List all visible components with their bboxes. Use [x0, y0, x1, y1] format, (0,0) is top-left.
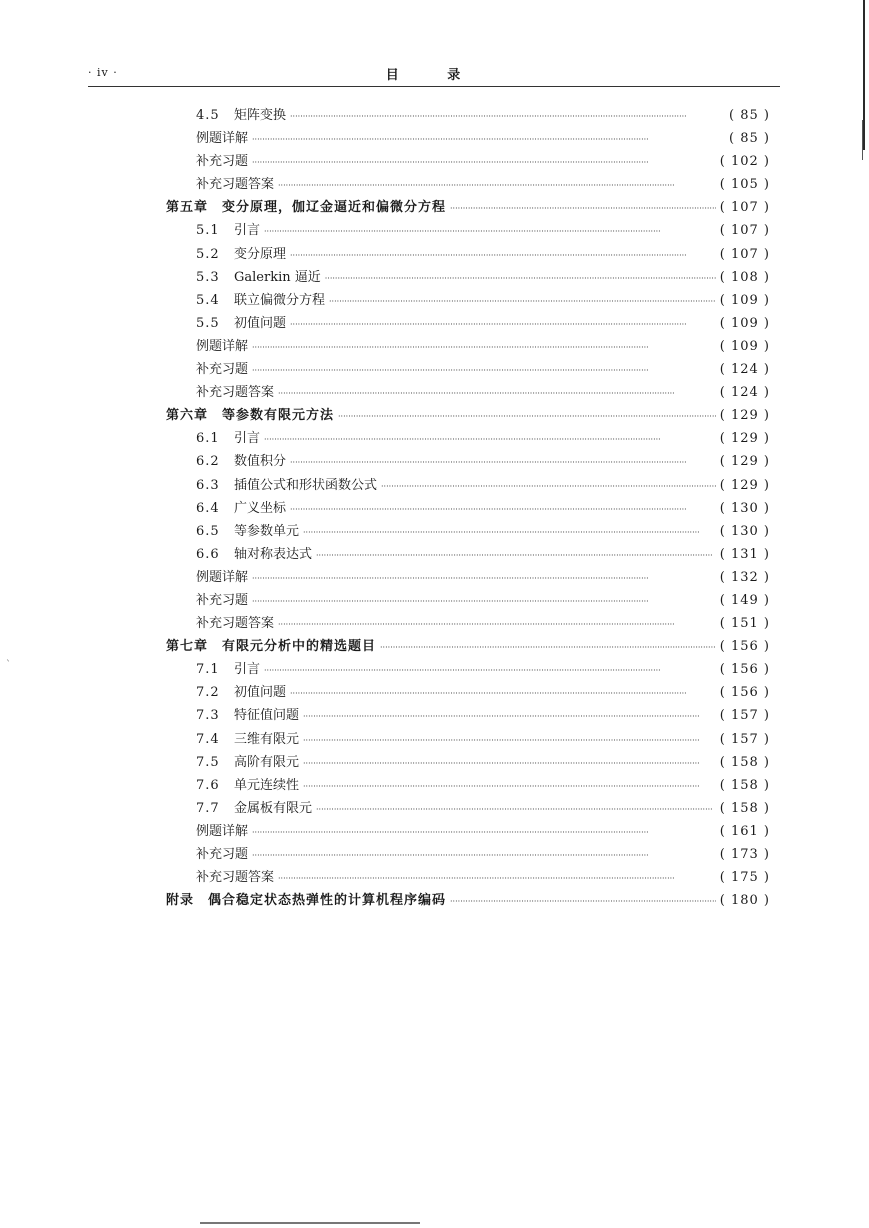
toc-entry[interactable] [166, 589, 770, 612]
toc-leader-dots [303, 704, 716, 727]
toc-entry-page: ( 109 ) [719, 292, 770, 308]
toc-entry-title: Galerkin 逼近 [234, 269, 321, 285]
toc-entry-title: 矩阵变换 [234, 108, 287, 123]
toc-leader-dots [252, 820, 716, 843]
toc-entry-page: ( 156 ) [719, 639, 770, 655]
toc-entry-page: ( 129 ) [719, 408, 770, 424]
toc-entry-page: ( 124 ) [719, 362, 770, 378]
toc-entry-page: ( 102 ) [719, 154, 770, 170]
toc-entry-page: ( 129 ) [719, 477, 770, 493]
toc-entry-page: ( 124 ) [719, 385, 770, 401]
toc-entry-page: ( 85 ) [729, 131, 770, 147]
toc-entry-page: ( 85 ) [729, 108, 770, 123]
toc-leader-dots [252, 335, 716, 358]
toc-entry[interactable] [166, 335, 770, 358]
toc-entry-title: 补充习题 [196, 362, 249, 378]
toc-entry-title: 补充习题答案 [196, 385, 275, 401]
toc-entry-page: ( 173 ) [719, 847, 770, 862]
header-rule [88, 86, 780, 87]
scan-edge-line [863, 0, 865, 150]
toc-entry[interactable] [166, 150, 770, 173]
toc-entry[interactable] [166, 751, 770, 774]
toc-entry[interactable] [166, 104, 770, 127]
toc-entry-title: 第五章 变分原理，伽辽金逼近和偏微分方程 [166, 200, 447, 216]
scan-mark: ` [6, 660, 11, 671]
toc-leader-dots [278, 612, 716, 635]
toc-entry[interactable] [166, 127, 770, 150]
toc-entry-page: ( 105 ) [719, 177, 770, 193]
toc-entry-page: ( 175 ) [719, 870, 770, 886]
toc-entry-page: ( 132 ) [719, 569, 770, 585]
toc-leader-dots [252, 589, 716, 612]
toc-entry-number: 6.3 [196, 477, 220, 493]
toc-entry[interactable] [166, 497, 770, 520]
toc-entry-title: 单元连续性 [234, 777, 300, 793]
toc-entry-number: 7.3 [196, 708, 220, 724]
toc-entry-page: ( 129 ) [719, 431, 770, 447]
toc-entry-title: 例题详解 [196, 338, 249, 354]
toc-entry-number: 5.3 [196, 269, 220, 285]
toc-leader-dots [252, 566, 716, 589]
toc-entry-title: 补充习题 [196, 154, 249, 170]
toc-leader-dots [316, 543, 716, 566]
toc-entry-title: 特征值问题 [234, 708, 300, 724]
toc-entry-title: 插值公式和形状函数公式 [234, 477, 378, 493]
toc-entry[interactable] [166, 358, 770, 381]
toc-entry[interactable] [166, 219, 770, 242]
toc-entry[interactable] [166, 728, 770, 751]
toc-entry[interactable] [166, 266, 770, 289]
toc-entry-number: 6.1 [196, 431, 220, 447]
toc-chapter-entry[interactable] [166, 889, 770, 912]
toc-entry[interactable] [166, 566, 770, 589]
toc-entry[interactable] [166, 450, 770, 473]
toc-entry-number: 4.5 [196, 108, 220, 123]
toc-entry-number: 5.5 [196, 315, 220, 331]
toc-entry-title: 例题详解 [196, 131, 249, 147]
toc-leader-dots [381, 474, 716, 497]
toc-entry-number: 7.6 [196, 777, 220, 793]
toc-chapter-entry[interactable] [166, 635, 770, 658]
toc-entry-title: 数值积分 [234, 454, 287, 470]
toc-entry-title: 引言 [234, 223, 261, 239]
toc-entry-number: 7.4 [196, 731, 220, 747]
toc-entry-page: ( 109 ) [719, 315, 770, 331]
toc-leader-dots [252, 843, 716, 866]
toc-entry-title: 补充习题 [196, 847, 249, 862]
toc-leader-dots [252, 150, 716, 173]
toc-entry-page: ( 109 ) [719, 338, 770, 354]
toc-entry[interactable] [166, 289, 770, 312]
toc-entry-title: 三维有限元 [234, 731, 300, 747]
toc-leader-dots [303, 751, 716, 774]
toc-leader-dots [303, 728, 716, 751]
toc-entry-title: 引言 [234, 431, 261, 447]
toc-leader-dots [264, 427, 716, 450]
toc-entry-page: ( 156 ) [719, 685, 770, 701]
toc-entry[interactable] [166, 520, 770, 543]
toc-entry[interactable] [166, 612, 770, 635]
toc-entry[interactable] [166, 381, 770, 404]
toc-entry-page: ( 161 ) [719, 823, 770, 839]
toc-entry[interactable] [166, 543, 770, 566]
toc-leader-dots [278, 381, 716, 404]
toc-leader-dots [303, 774, 716, 797]
toc-leader-dots [290, 497, 716, 520]
toc-entry[interactable] [166, 704, 770, 727]
toc-entry[interactable] [166, 797, 770, 820]
toc-entry-title: 轴对称表达式 [234, 546, 313, 562]
toc-entry-number: 7.7 [196, 800, 220, 816]
toc-leader-dots [252, 127, 725, 150]
toc-entry-title: 初值问题 [234, 685, 287, 701]
scan-edge-mark [862, 120, 863, 160]
toc-entry-title: 金属板有限元 [234, 800, 313, 816]
toc-entry-title: 广义坐标 [234, 500, 287, 516]
toc-entry-page: ( 158 ) [719, 800, 770, 816]
toc-entry-number: 5.4 [196, 292, 220, 308]
toc-entry-number: 5.1 [196, 223, 220, 239]
toc-entry-page: ( 108 ) [719, 269, 770, 285]
toc-leader-dots [252, 358, 716, 381]
toc-entry[interactable] [166, 820, 770, 843]
toc-entry-page: ( 107 ) [719, 200, 770, 216]
toc-entry[interactable] [166, 173, 770, 196]
toc-entry-number: 7.1 [196, 662, 220, 678]
toc-entry[interactable] [166, 774, 770, 797]
toc-leader-dots [450, 196, 716, 219]
toc-entry[interactable] [166, 312, 770, 335]
toc-entry-title: 补充习题答案 [196, 870, 275, 886]
toc-entry[interactable] [166, 474, 770, 497]
toc-entry-title: 变分原理 [234, 246, 287, 262]
toc-entry-title: 高阶有限元 [234, 754, 300, 770]
toc-entry-title: 联立偏微分方程 [234, 292, 326, 308]
toc-leader-dots [264, 219, 716, 242]
scan-bottom-mark [200, 1222, 420, 1228]
toc-entry-number: 6.2 [196, 454, 220, 470]
toc-entry-number: 7.2 [196, 685, 220, 701]
toc-leader-dots [278, 866, 716, 889]
toc-leader-dots [278, 173, 716, 196]
toc-entry-page: ( 157 ) [719, 731, 770, 747]
toc-entry-title: 补充习题答案 [196, 177, 275, 193]
toc-entry-title: 补充习题答案 [196, 616, 275, 632]
toc-leader-dots [290, 681, 716, 704]
toc-entry-title: 等参数单元 [234, 523, 300, 539]
toc-leader-dots [303, 520, 716, 543]
toc-entry-page: ( 151 ) [719, 616, 770, 632]
toc-entry-page: ( 156 ) [719, 662, 770, 678]
toc-entry[interactable] [166, 681, 770, 704]
toc-entry-number: 6.4 [196, 500, 220, 516]
page-number: · iv · [88, 66, 118, 79]
toc-entry[interactable] [166, 427, 770, 450]
toc-entry-page: ( 149 ) [719, 592, 770, 608]
toc-entry-page: ( 158 ) [719, 777, 770, 793]
toc-leader-dots [290, 450, 716, 473]
toc-entry-page: ( 158 ) [719, 754, 770, 770]
toc-entry-title: 附录 偶合稳定状态热弹性的计算机程序编码 [166, 893, 447, 909]
toc-entry[interactable] [166, 243, 770, 266]
toc-entry[interactable] [166, 658, 770, 681]
table-of-contents [166, 104, 770, 912]
toc-entry-title: 例题详解 [196, 569, 249, 585]
toc-leader-dots [329, 289, 716, 312]
toc-entry-title: 第七章 有限元分析中的精选题目 [166, 639, 377, 655]
toc-entry-page: ( 129 ) [719, 454, 770, 470]
toc-entry-page: ( 180 ) [719, 893, 770, 909]
toc-entry-title: 引言 [234, 662, 261, 678]
toc-leader-dots [338, 404, 716, 427]
toc-leader-dots [264, 658, 716, 681]
toc-entry-title: 补充习题 [196, 592, 249, 608]
toc-entry-page: ( 131 ) [719, 546, 770, 562]
toc-entry-number: 6.6 [196, 546, 220, 562]
toc-entry-page: ( 130 ) [719, 523, 770, 539]
toc-entry-page: ( 130 ) [719, 500, 770, 516]
toc-leader-dots [450, 889, 716, 912]
toc-chapter-entry[interactable] [166, 404, 770, 427]
toc-entry-number: 6.5 [196, 523, 220, 539]
toc-leader-dots [380, 635, 716, 658]
page-title: 目 录 [385, 68, 483, 83]
toc-entry-number: 5.2 [196, 246, 220, 262]
page-header [88, 62, 780, 86]
toc-entry-title: 例题详解 [196, 823, 249, 839]
toc-entry-page: ( 157 ) [719, 708, 770, 724]
toc-leader-dots [290, 104, 725, 127]
toc-entry[interactable] [166, 843, 770, 866]
toc-leader-dots [316, 797, 716, 820]
toc-entry-page: ( 107 ) [719, 223, 770, 239]
toc-leader-dots [290, 312, 716, 335]
toc-entry-number: 7.5 [196, 754, 220, 770]
toc-entry-title: 初值问题 [234, 315, 287, 331]
toc-chapter-entry[interactable] [166, 196, 770, 219]
toc-entry-title: 第六章 等参数有限元方法 [166, 408, 335, 424]
toc-entry-page: ( 107 ) [719, 246, 770, 262]
toc-leader-dots [325, 266, 716, 289]
toc-leader-dots [290, 243, 716, 266]
toc-entry[interactable] [166, 866, 770, 889]
